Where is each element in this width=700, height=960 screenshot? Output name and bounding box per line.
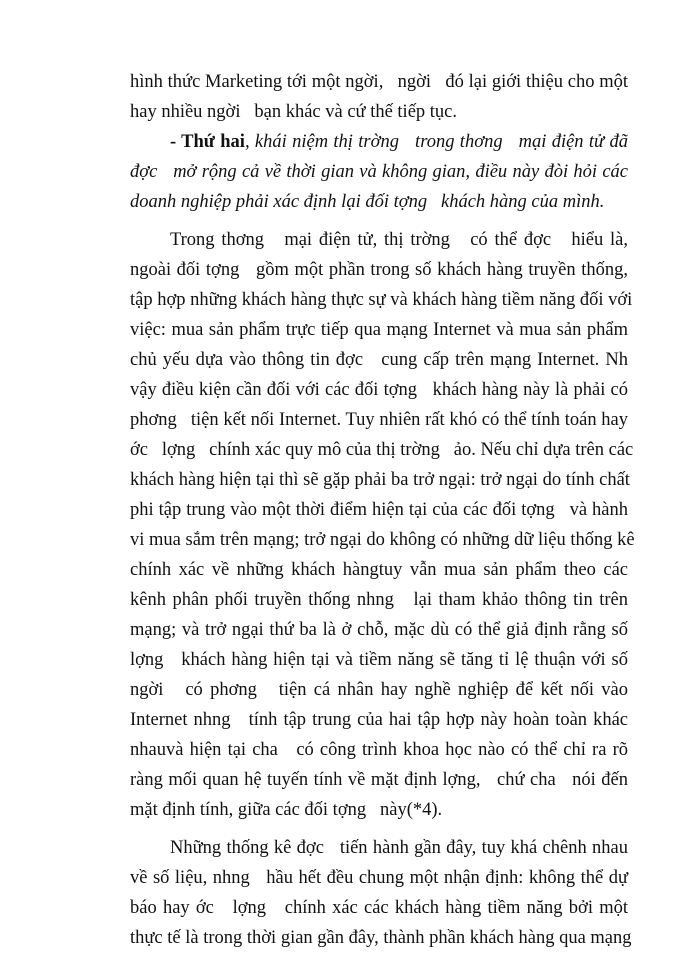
text-line: tập hợp những khách hàng thực sự và khách hàng tiềm năng đối với (130, 290, 633, 310)
text-line: thực tế là trong thời gian gần đây, thành phần khách hàng qua mạng (130, 928, 632, 948)
text-line: phơng tiện kết nối Internet. Tuy nhiên rất khó có thể tính toán hay (130, 410, 628, 430)
text-line: phi tập trung vào một thời điểm hiện tại của các đối tợng và hành (130, 500, 628, 520)
text-line: chủ yếu dựa vào thông tin đợc cung cấp trên mạng Internet. Nh (130, 350, 628, 370)
text-line: về số liệu, nhng hầu hết đều chung một nhận định: không thể dự (130, 868, 628, 888)
text-line: doanh nghiệp phải xác định lại đối tợng khách hàng của mình. (130, 192, 605, 212)
text-line: chính xác về những khách hàngtuy vẫn mua sản phẩm theo các (130, 560, 628, 580)
text-line: ớc lợng chính xác quy mô của thị trờng ảo. Nếu chỉ dựa trên các (130, 440, 634, 460)
text-line: hay nhiều ngời bạn khác và cứ thế tiếp tục. (130, 102, 458, 122)
text-line: báo hay ớc lợng chính xác các khách hàng tiềm năng bởi một (130, 898, 628, 918)
text-line: ngoài đối tợng gồm một phần trong số khách hàng truyền thống, (130, 260, 628, 280)
text-line: mạng; và trở ngại thứ ba là ở chỗ, mặc dù có thể giả định rằng số (130, 620, 628, 640)
text-line: mặt định tính, giữa các đối tợng này(*4). (130, 800, 443, 820)
text-span: , khái niệm thị trờng trong thơng mại điện tử đã (244, 132, 628, 152)
text-line: khách hàng hiện tại thì sẽ gặp phải ba trở ngại: trở ngại do tính chất (130, 470, 630, 490)
text-line: vậy điều kiện cần đối với các đối tợng khách hàng này là phải có (130, 380, 628, 400)
point-two-first-line (170, 127, 628, 157)
text-line: ngời có phơng tiện cá nhân hay nghề nghiệp để kết nối vào (130, 680, 628, 700)
text-line: việc: mua sản phẩm trực tiếp qua mạng Internet và mua sản phẩm (130, 320, 628, 340)
text-line: Những thống kê đợc tiến hành gần đây, tuy khá chênh nhau (170, 838, 628, 858)
text-line: vi mua sắm trên mạng; trở ngại do không có những dữ liệu thống kê (130, 530, 635, 550)
text-line: ràng mối quan hệ tuyến tính về mặt định lợng, chứ cha nói đến (130, 770, 628, 790)
text-line: Internet nhng tính tập trung của hai tập hợp này hoàn toàn khác (130, 710, 628, 730)
text-line: nhauvà hiện tại cha có công trình khoa học nào có thể chỉ ra rõ (130, 740, 628, 760)
text-line: Trong thơng mại điện tử, thị trờng có thể đợc hiểu là, (170, 230, 628, 250)
text-line: lợng khách hàng hiện tại và tiềm năng sẽ tăng tỉ lệ thuận với số (130, 650, 628, 670)
text-line: hình thức Marketing tới một ngời, ngời đó lại giới thiệu cho một (130, 72, 628, 92)
text-line: kênh phân phối truyền thống nhng lại tham khảo thông tin trên (130, 590, 628, 610)
text-line: đợc mở rộng cả về thời gian và không gian, điều này đòi hỏi các (130, 162, 628, 182)
point-two-lead: - Thứ hai (170, 132, 245, 152)
